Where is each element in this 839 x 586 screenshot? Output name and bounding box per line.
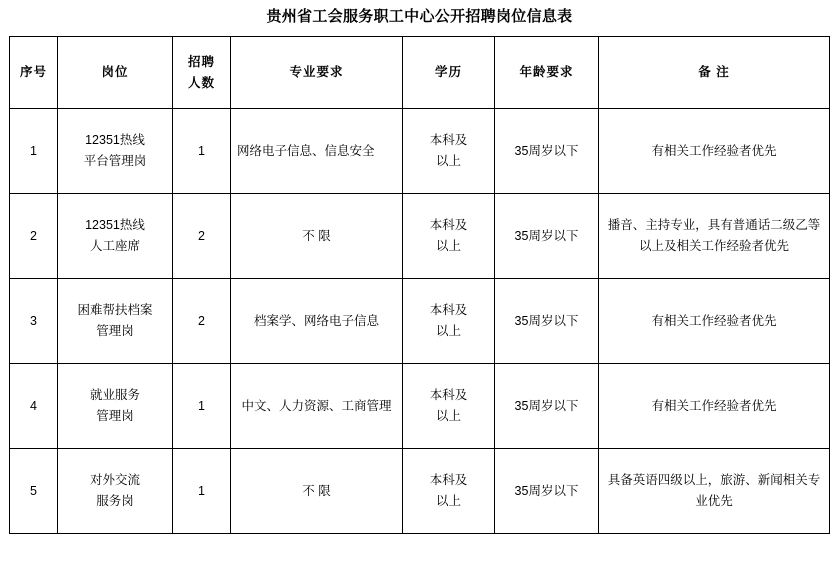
cell-post	[58, 364, 173, 449]
cell-note: 具备英语四级以上，旅游、新闻相关专业优先	[599, 449, 830, 534]
column-header-number-line2: 人数	[187, 75, 215, 90]
cell-education	[403, 279, 495, 364]
cell-major: 不 限	[231, 194, 403, 279]
cell-education-line2: 以上	[435, 239, 461, 253]
cell-education-line2: 以上	[435, 409, 461, 423]
table-row	[10, 449, 830, 534]
recruitment-table	[9, 36, 830, 534]
cell-post-line1: 12351热线	[85, 218, 145, 233]
cell-age: 35周岁以下	[495, 449, 599, 534]
cell-post-line1: 12351热线	[85, 133, 145, 148]
table-row	[10, 109, 830, 194]
cell-education-line2: 以上	[435, 154, 461, 168]
cell-number: 1	[173, 109, 231, 194]
cell-post	[58, 194, 173, 279]
table-row	[10, 279, 830, 364]
cell-post	[58, 279, 173, 364]
cell-note: 有相关工作经验者优先	[599, 109, 830, 194]
cell-post-line2: 人工座席	[89, 239, 140, 253]
column-header-note: 备 注	[599, 37, 830, 109]
cell-education-line2: 以上	[435, 324, 461, 338]
table-header	[10, 37, 830, 109]
column-header-no: 序号	[10, 37, 58, 109]
page-title: 贵州省工会服务职工中心公开招聘岗位信息表	[266, 8, 573, 25]
cell-age: 35周岁以下	[495, 109, 599, 194]
cell-post-line1: 对外交流	[89, 473, 140, 488]
cell-major: 网络电子信息、信息安全	[231, 109, 403, 194]
cell-education-line2: 以上	[435, 494, 461, 508]
table-row	[10, 364, 830, 449]
column-header-age: 年龄要求	[495, 37, 599, 109]
cell-education	[403, 364, 495, 449]
cell-no: 2	[10, 194, 58, 279]
cell-major: 中文、人力资源、工商管理	[231, 364, 403, 449]
cell-post-line2: 管理岗	[96, 409, 134, 423]
cell-post-line2: 管理岗	[96, 324, 134, 338]
cell-education-line1: 本科及	[429, 303, 468, 318]
cell-education	[403, 194, 495, 279]
cell-number: 2	[173, 279, 231, 364]
cell-number: 2	[173, 194, 231, 279]
cell-post	[58, 449, 173, 534]
cell-no: 4	[10, 364, 58, 449]
cell-post-line1: 困难帮扶档案	[77, 303, 153, 318]
cell-age: 35周岁以下	[495, 279, 599, 364]
cell-no: 3	[10, 279, 58, 364]
cell-note: 播音、主持专业，具有普通话二级乙等以上及相关工作经验者优先	[599, 194, 830, 279]
cell-education-line1: 本科及	[429, 473, 468, 488]
cell-major: 档案学、网络电子信息	[231, 279, 403, 364]
cell-note: 有相关工作经验者优先	[599, 279, 830, 364]
cell-no: 1	[10, 109, 58, 194]
column-header-education: 学历	[403, 37, 495, 109]
column-header-major: 专业要求	[231, 37, 403, 109]
cell-note: 有相关工作经验者优先	[599, 364, 830, 449]
cell-major: 不 限	[231, 449, 403, 534]
table-row	[10, 194, 830, 279]
cell-post-line2: 平台管理岗	[83, 154, 147, 168]
cell-education-line1: 本科及	[429, 133, 468, 148]
table-body	[10, 109, 830, 534]
column-header-number	[173, 37, 231, 109]
cell-post	[58, 109, 173, 194]
cell-post-line1: 就业服务	[89, 388, 140, 403]
table-header-row	[10, 37, 830, 109]
cell-number: 1	[173, 449, 231, 534]
cell-education	[403, 109, 495, 194]
cell-post-line2: 服务岗	[96, 494, 134, 508]
cell-age: 35周岁以下	[495, 194, 599, 279]
cell-number: 1	[173, 364, 231, 449]
cell-age: 35周岁以下	[495, 364, 599, 449]
column-header-post: 岗位	[58, 37, 173, 109]
cell-education	[403, 449, 495, 534]
column-header-number-line1: 招聘	[187, 54, 215, 69]
cell-education-line1: 本科及	[429, 388, 468, 403]
cell-education-line1: 本科及	[429, 218, 468, 233]
cell-no: 5	[10, 449, 58, 534]
